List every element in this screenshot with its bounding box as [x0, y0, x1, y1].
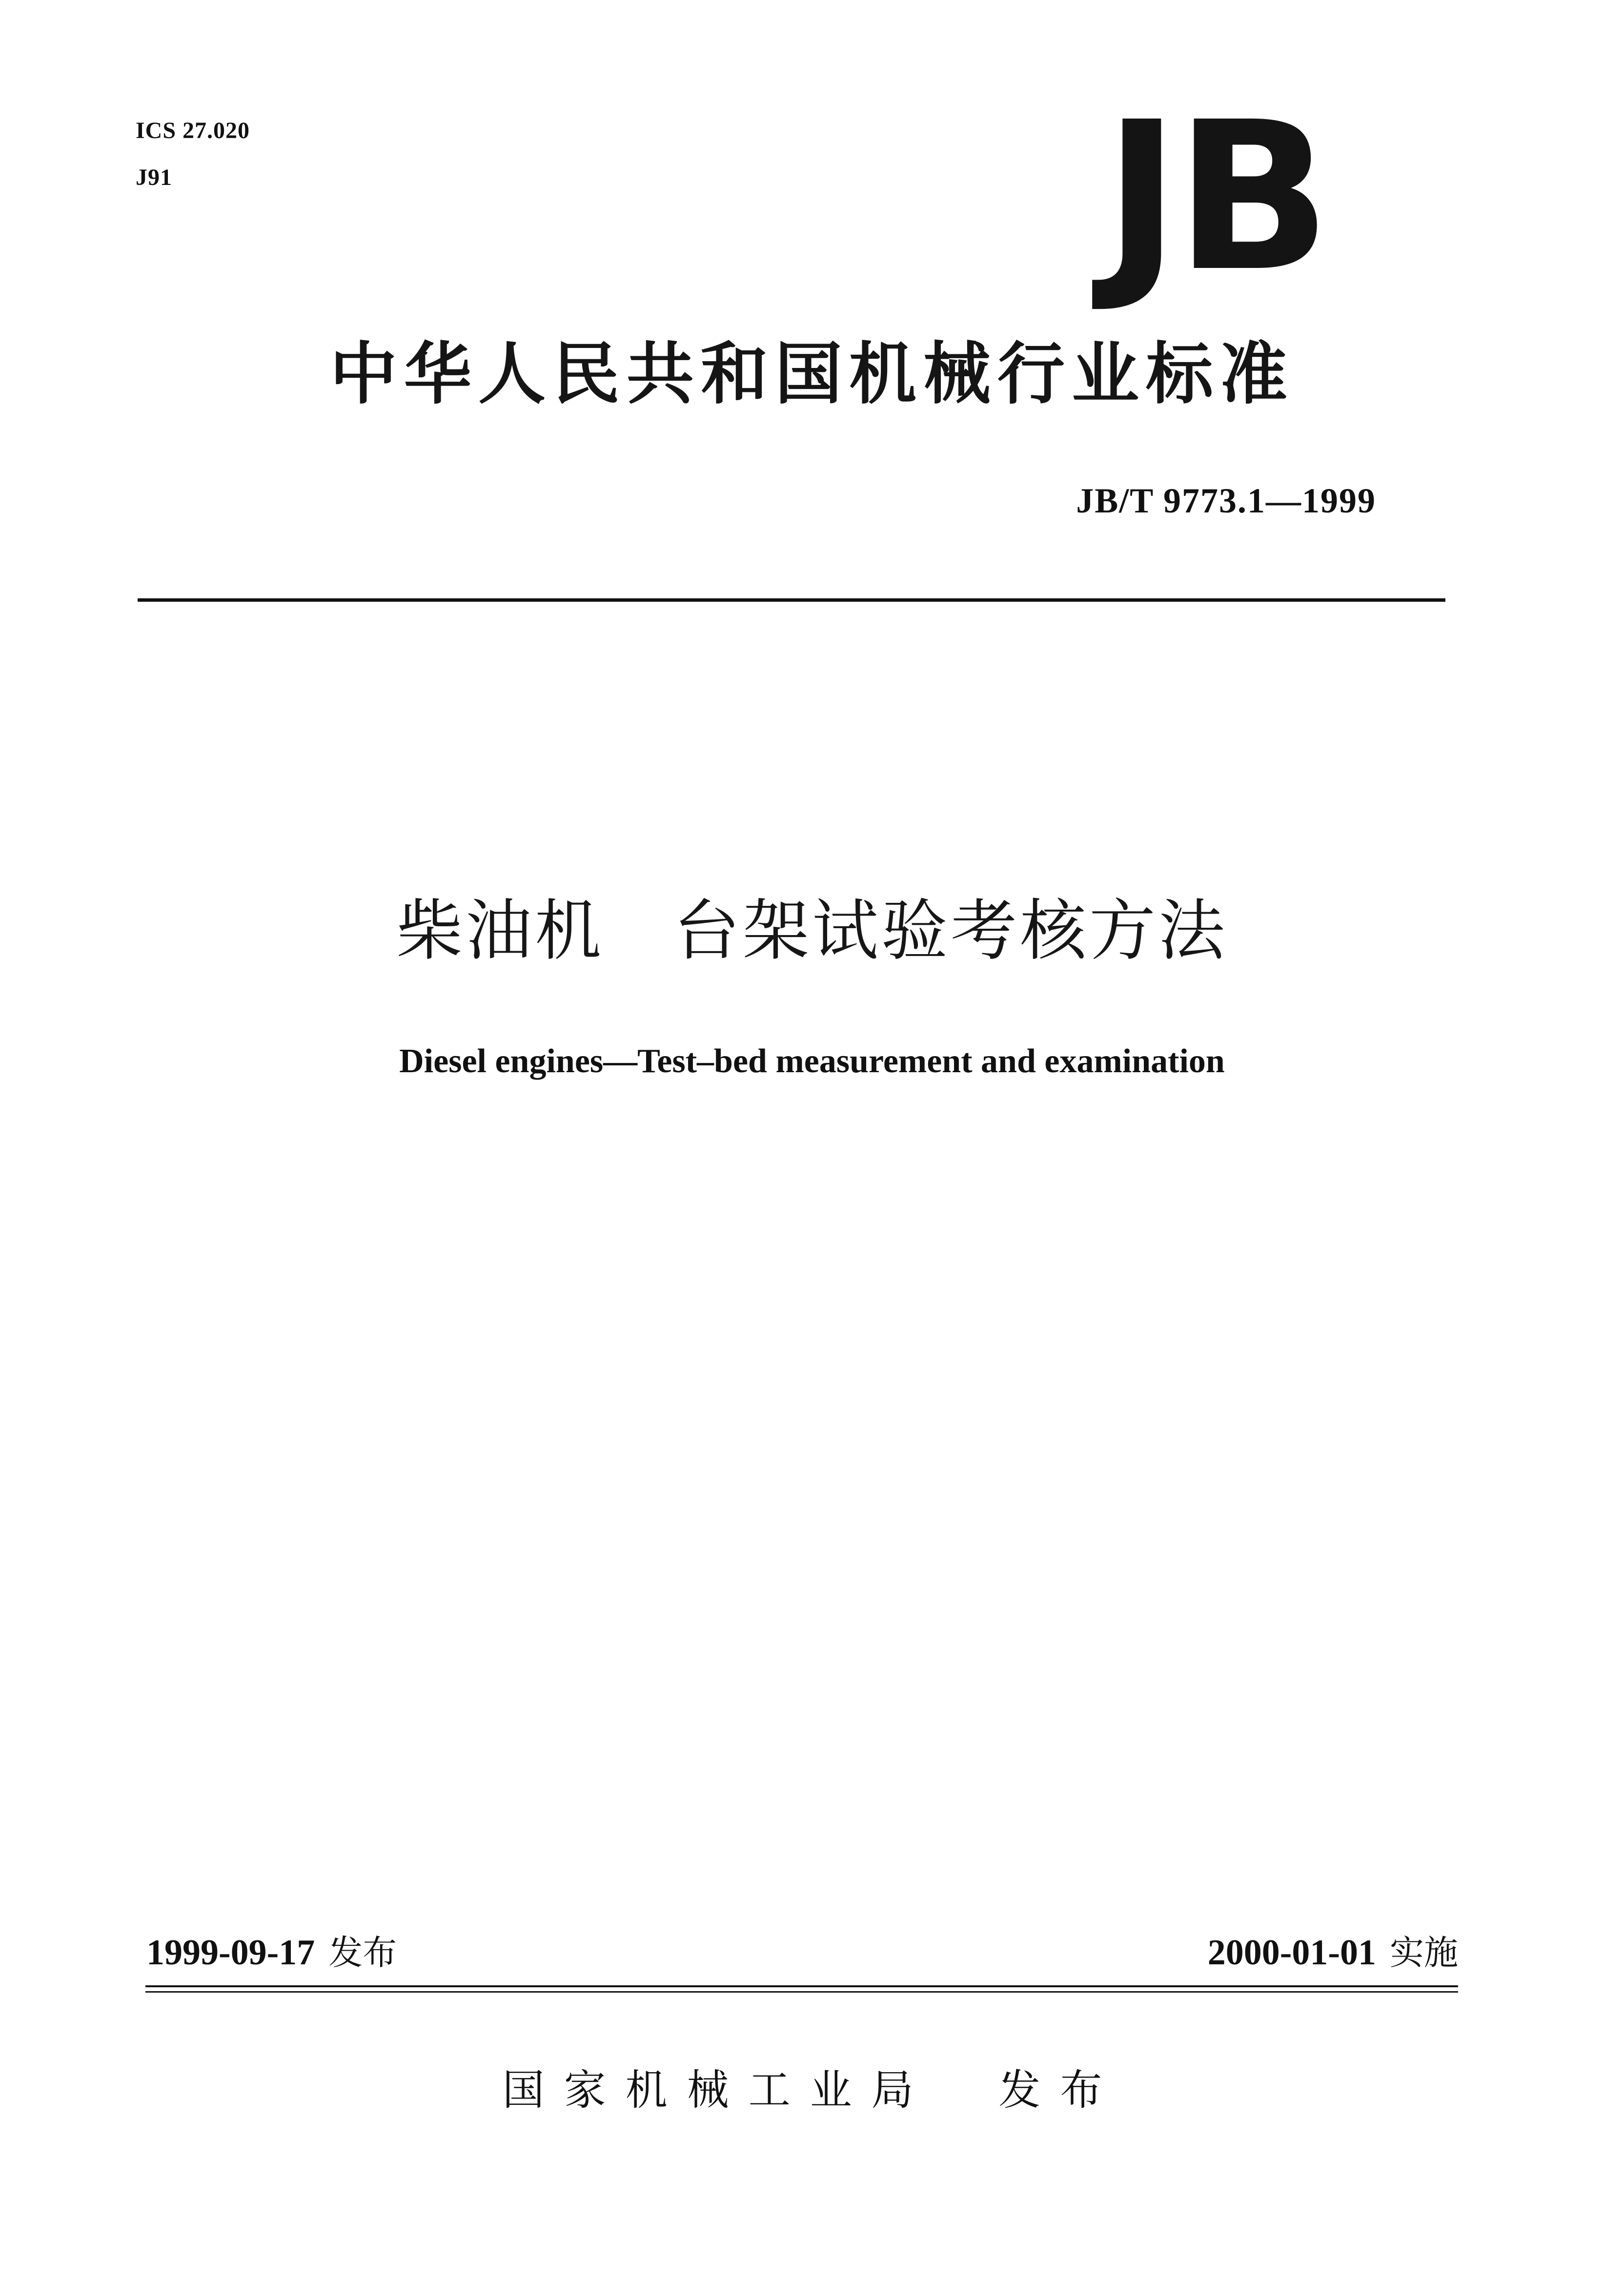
ics-code: ICS 27.020 — [136, 118, 250, 143]
publish-date-line — [146, 1935, 397, 1971]
publish-date: 1999-09-17 — [146, 1933, 315, 1973]
issuer-line — [0, 2066, 1624, 2115]
standard-title: 中华人民共和国机械行业标准 — [329, 335, 1294, 413]
classification-code: J91 — [136, 164, 172, 190]
header-divider — [138, 598, 1445, 602]
footer-divider-top — [145, 1985, 1458, 1987]
publish-label: 发布 — [328, 1933, 397, 1973]
footer-divider-bottom — [145, 1991, 1458, 1993]
jb-logo: JB — [1103, 78, 1327, 317]
document-title-cn: 柴油机 台架试验考核方法 — [396, 893, 1228, 970]
implement-date-line — [1208, 1935, 1458, 1971]
issue-label: 发布 — [998, 2066, 1122, 2115]
standard-number: JB/T 9773.1—1999 — [1076, 481, 1376, 520]
document-title-en: Diesel engines—Test–bed measurement and examination — [399, 1042, 1225, 1080]
implement-label: 实施 — [1390, 1933, 1458, 1973]
implement-date: 2000-01-01 — [1207, 1933, 1376, 1973]
issuer-name: 国家机械工业局 — [502, 2066, 933, 2115]
